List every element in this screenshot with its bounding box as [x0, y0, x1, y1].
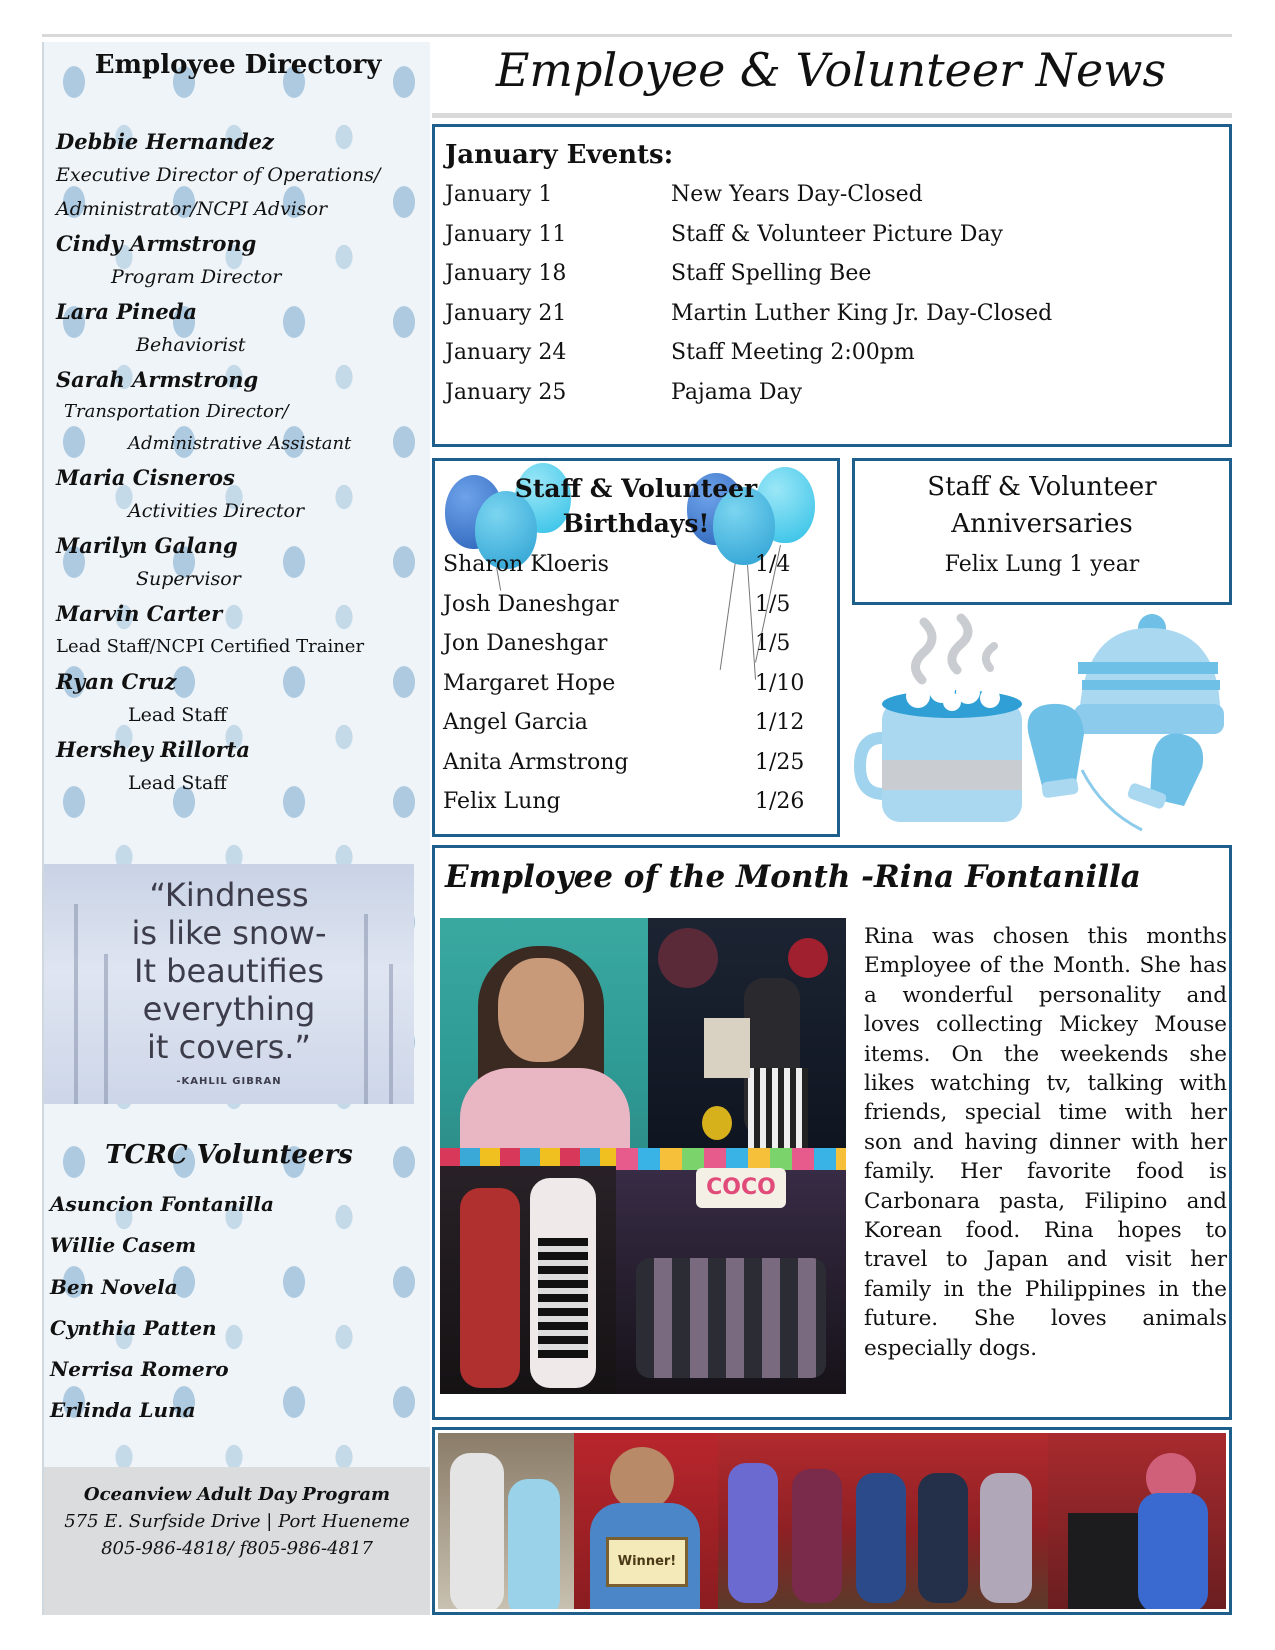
directory-entry — [56, 362, 426, 460]
portrait-photo — [440, 918, 648, 1148]
steam-icon — [986, 646, 994, 668]
event-row — [445, 254, 1219, 294]
phone-fax: 805-986-4818/ f805-986-4817 — [101, 1538, 373, 1559]
podium-speaker-photo — [1048, 1433, 1226, 1609]
event-name: New Years Day-Closed — [671, 182, 923, 207]
directory-entry — [56, 664, 426, 732]
employee-name: Sarah Armstrong — [56, 367, 259, 392]
volunteer-name: Asuncion Fontanilla — [50, 1192, 274, 1216]
birthday-row — [443, 585, 835, 625]
event-row — [445, 294, 1219, 334]
employee-of-month-box — [432, 845, 1232, 1420]
birthday-name: Anita Armstrong — [443, 749, 629, 775]
eotm-title: Employee of the Month -Rina Fontanilla — [445, 859, 1141, 895]
birthday-date: 1/26 — [755, 789, 805, 814]
employee-name: Cindy Armstrong — [56, 231, 257, 256]
birthday-name: Sharon Kloeris — [443, 552, 609, 577]
event-name: Pajama Day — [671, 379, 803, 405]
header-rule — [432, 113, 1232, 118]
anniversary-entry: Felix Lung 1 year — [944, 552, 1140, 577]
birthday-row — [443, 624, 835, 664]
birthday-name: Josh Daneshgar — [443, 591, 619, 617]
employee-role: Activities Director — [128, 500, 305, 522]
employee-name: Debbie Hernandez — [56, 129, 274, 154]
directory-entry — [56, 294, 426, 362]
employee-name: Ryan Cruz — [56, 669, 177, 694]
events-title: January Events: — [445, 140, 674, 170]
coco-party-photo — [616, 1148, 846, 1394]
employee-name: Marvin Carter — [56, 601, 223, 626]
street-address: 575 E. Surfside Drive | Port Hueneme — [64, 1511, 410, 1532]
mitten-icon — [1126, 734, 1203, 810]
anniversaries-title-line: Staff & Volunteer — [927, 472, 1157, 502]
newsletter-title: Employee & Volunteer News — [495, 43, 1167, 97]
quote-line: It beautifies — [134, 952, 324, 990]
employee-name: Marilyn Galang — [56, 533, 238, 558]
address-block — [44, 1467, 430, 1615]
event-row — [445, 215, 1219, 255]
birthday-list — [443, 545, 835, 822]
coco-sign: COCO — [696, 1168, 786, 1208]
birthday-row — [443, 703, 835, 743]
employee-role: Program Director — [111, 266, 282, 288]
mug-icon — [860, 677, 1022, 822]
winter-cocoa-illustration — [852, 610, 1232, 836]
event-name: Martin Luther King Jr. Day-Closed — [671, 300, 1053, 326]
birthday-date: 1/4 — [755, 552, 791, 577]
birthday-row — [443, 782, 835, 822]
event-date: January 11 — [445, 221, 567, 247]
employee-role: Supervisor — [136, 568, 241, 590]
anniversaries-title-line: Anniversaries — [951, 509, 1133, 539]
mitten-icon — [1028, 704, 1084, 799]
event-date: January 25 — [445, 379, 567, 405]
volunteer-name: Nerrisa Romero — [50, 1357, 229, 1382]
quote-line: is like snow- — [131, 914, 327, 952]
halloween-photo — [440, 1148, 616, 1394]
event-name: Staff Meeting 2:00pm — [671, 340, 915, 365]
winner-certificate: Winner! — [606, 1537, 688, 1587]
top-rule — [42, 34, 1232, 37]
birthdays-title-line: Birthdays! — [562, 509, 710, 538]
kindness-quote-image — [44, 864, 414, 1104]
birthday-name: Jon Daneshgar — [443, 631, 608, 656]
january-events-box — [432, 124, 1232, 447]
event-row — [445, 175, 1219, 215]
birthday-name: Angel Garcia — [443, 710, 588, 735]
directory-entry — [56, 528, 426, 596]
birthday-date: 1/5 — [755, 631, 791, 656]
sidebar — [42, 42, 430, 1615]
quote-author: -KAHLIL GIBRAN — [176, 1076, 282, 1087]
volunteer-name: Erlinda Luna — [50, 1398, 196, 1423]
steam-icon — [952, 618, 968, 670]
event-date: January 21 — [445, 300, 567, 326]
employee-name: Maria Cisneros — [56, 465, 235, 490]
quote-line: “Kindness — [149, 876, 309, 914]
employee-directory — [56, 124, 426, 800]
birthday-row — [443, 743, 835, 783]
directory-entry — [56, 732, 426, 800]
birthday-date: 1/10 — [755, 670, 805, 696]
photo-strip — [432, 1427, 1232, 1615]
employee-role: Behaviorist — [136, 334, 246, 356]
event-row — [445, 333, 1219, 373]
steam-icon — [915, 622, 932, 680]
directory-entry — [56, 226, 426, 294]
event-name: Staff & Volunteer Picture Day — [671, 221, 1003, 247]
event-date: January 18 — [445, 261, 567, 286]
winter-hat-icon — [1074, 614, 1224, 734]
eotm-description: Rina was chosen this months Employee of the Month. She has a wonderful personality and loves collecting Mickey Mouse items. On the weekends she likes watching tv, talking with friends, special time with her son and having dinner with her family. Her favorite food is Carbonara pasta, Filipino and Korean food. Rina hopes to travel to Japan and visit her family in the Philippines in the future. She loves animals especially dogs. — [864, 924, 1227, 1361]
birthday-row — [443, 664, 835, 704]
volunteer-list — [50, 1184, 420, 1432]
employee-name: Hershey Rillorta — [56, 737, 250, 762]
volunteers-title: TCRC Volunteers — [105, 1140, 353, 1170]
birthday-date: 1/25 — [755, 749, 805, 775]
employee-role: Lead Staff — [128, 704, 227, 726]
directory-title: Employee Directory — [94, 50, 382, 80]
staff-group-photo — [718, 1433, 1048, 1609]
spelling-bee-winner-photo — [574, 1433, 718, 1609]
employee-name: Lara Pineda — [56, 299, 198, 324]
employee-role: Executive Director of Operations/ — [56, 164, 381, 186]
directory-entry — [56, 596, 426, 664]
birthday-date: 1/5 — [755, 591, 791, 617]
employee-role: Transportation Director/ — [64, 401, 289, 422]
employee-role: Administrator/NCPI Advisor — [56, 198, 328, 220]
event-date: January 1 — [445, 182, 553, 207]
program-name: Oceanview Adult Day Program — [83, 1484, 391, 1505]
event-row — [445, 373, 1219, 413]
pajama-day-photo — [438, 1433, 574, 1609]
anniversaries-box — [852, 458, 1232, 605]
quote-line: it covers.” — [147, 1028, 311, 1066]
birthdays-title — [435, 471, 837, 541]
event-name: Staff Spelling Bee — [671, 261, 872, 286]
birthday-date: 1/12 — [755, 710, 805, 735]
birthdays-box — [432, 458, 840, 837]
quote-line: everything — [142, 990, 316, 1028]
volunteer-name: Cynthia Patten — [50, 1315, 217, 1340]
event-date: January 24 — [445, 340, 567, 365]
volunteer-name: Willie Casem — [50, 1233, 197, 1258]
birthday-name: Margaret Hope — [443, 670, 616, 696]
birthdays-title-line: Staff & Volunteer — [514, 474, 758, 503]
birthday-row — [443, 545, 835, 585]
volunteer-name: Ben Novela — [50, 1274, 178, 1299]
employee-role: Administrative Assistant — [128, 433, 352, 454]
directory-entry — [56, 124, 426, 226]
birthday-name: Felix Lung — [443, 789, 561, 814]
directory-entry — [56, 460, 426, 528]
employee-role: Lead Staff — [128, 772, 227, 794]
party-photo — [648, 918, 846, 1148]
quote-text — [44, 876, 414, 1066]
employee-role: Lead Staff/NCPI Certified Trainer — [56, 636, 365, 657]
